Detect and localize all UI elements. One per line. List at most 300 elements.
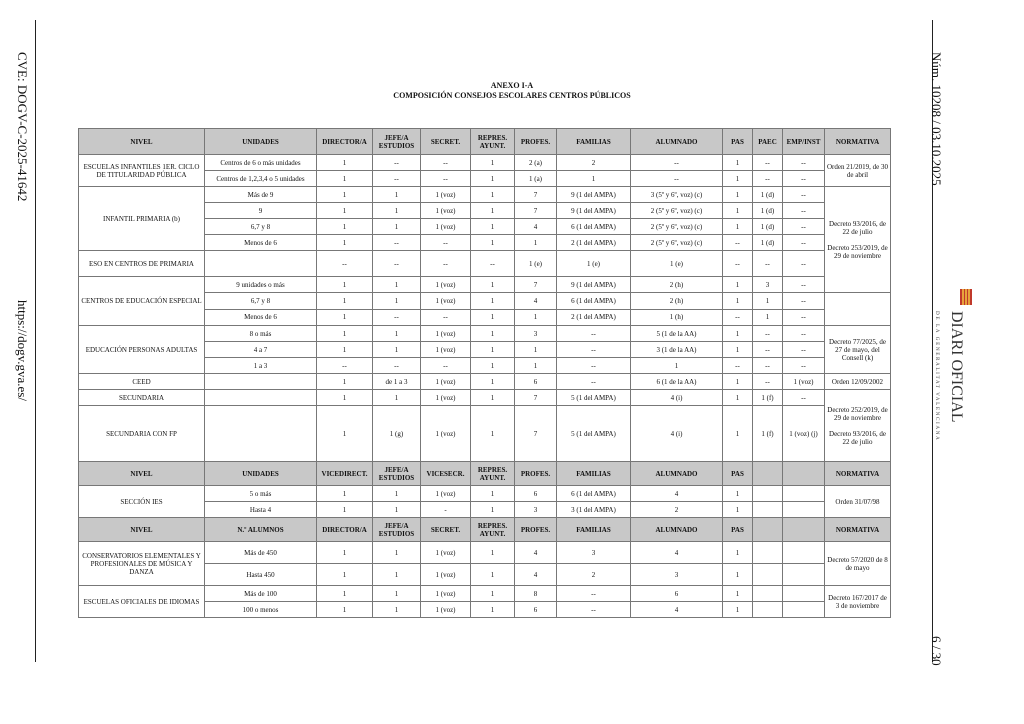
table-cell: 1 bbox=[471, 155, 515, 171]
column-header: PAS bbox=[723, 518, 753, 542]
table-cell: 1 (d) bbox=[753, 203, 783, 219]
table-cell: 1 bbox=[317, 602, 373, 618]
table-cell: 1 bbox=[317, 203, 373, 219]
nivel-cell: CEED bbox=[79, 374, 205, 390]
cve-code: CVE: DOGV-C-2025-41642 bbox=[15, 52, 30, 202]
column-header: NORMATIVA bbox=[825, 462, 891, 486]
table-cell: -- bbox=[783, 219, 825, 235]
nivel-cell: CENTROS DE EDUCACIÓN ESPECIAL bbox=[79, 277, 205, 326]
table-cell: 1 bbox=[317, 187, 373, 203]
table-cell: -- bbox=[421, 358, 471, 374]
normativa-cell: Decreto 57/2020 de 8 de mayo bbox=[825, 542, 891, 586]
column-header: ALUMNADO bbox=[631, 129, 723, 155]
table-cell: 1 bbox=[723, 277, 753, 293]
column-header: SECRET. bbox=[421, 518, 471, 542]
table-cell: 1 bbox=[317, 326, 373, 342]
column-header: SECRET. bbox=[421, 129, 471, 155]
table-cell: 9 (1 del AMPA) bbox=[557, 277, 631, 293]
table-cell: 9 (1 del AMPA) bbox=[557, 203, 631, 219]
table-cell: 1 bbox=[373, 326, 421, 342]
table-cell: 1 (voz) bbox=[421, 602, 471, 618]
column-header: JEFE/A ESTUDIOS bbox=[373, 129, 421, 155]
table-cell: 4 bbox=[515, 219, 557, 235]
table-cell: 1 bbox=[317, 155, 373, 171]
table-cell: 1 bbox=[471, 486, 515, 502]
table-cell: 1 (g) bbox=[373, 406, 421, 462]
table-cell: 5 (1 del AMPA) bbox=[557, 406, 631, 462]
table-cell bbox=[783, 486, 825, 502]
table-cell: 5 o más bbox=[205, 486, 317, 502]
table-cell: 6,7 y 8 bbox=[205, 293, 317, 309]
table-cell: Más de 9 bbox=[205, 187, 317, 203]
table-cell bbox=[753, 542, 783, 564]
table-cell: 2 (a) bbox=[515, 155, 557, 171]
table-cell: -- bbox=[783, 235, 825, 251]
table-cell: -- bbox=[373, 358, 421, 374]
column-header: PROFES. bbox=[515, 129, 557, 155]
table-row bbox=[79, 155, 891, 171]
table-cell: 1 bbox=[471, 358, 515, 374]
column-header: JEFE/A ESTUDIOS bbox=[373, 518, 421, 542]
nivel-cell: SECCIÓN IES bbox=[79, 486, 205, 518]
table-cell: -- bbox=[783, 171, 825, 187]
table-cell: 1 bbox=[471, 235, 515, 251]
column-header: JEFE/A ESTUDIOS bbox=[373, 462, 421, 486]
table-cell: 1 bbox=[317, 374, 373, 390]
table-cell: 6 bbox=[515, 486, 557, 502]
table-row bbox=[79, 542, 891, 564]
table-cell: 1 bbox=[471, 602, 515, 618]
table-cell: 1 (voz) bbox=[421, 406, 471, 462]
nivel-cell: INFANTIL PRIMARIA (b) bbox=[79, 187, 205, 251]
table-cell: 4 bbox=[515, 564, 557, 586]
column-header: FAMILIAS bbox=[557, 129, 631, 155]
table-cell: 2 (1 del AMPA) bbox=[557, 309, 631, 325]
table-cell: 1 bbox=[723, 390, 753, 406]
table-cell: -- bbox=[753, 358, 783, 374]
table-cell: 1 bbox=[471, 502, 515, 518]
table-cell: -- bbox=[753, 155, 783, 171]
table-cell: Centros de 6 o más unidades bbox=[205, 155, 317, 171]
column-header: VICEDIRECT. bbox=[317, 462, 373, 486]
column-header: FAMILIAS bbox=[557, 462, 631, 486]
table-row bbox=[79, 187, 891, 203]
table-cell: -- bbox=[557, 326, 631, 342]
column-header bbox=[783, 518, 825, 542]
table-cell: 2 bbox=[631, 502, 723, 518]
table-cell: 7 bbox=[515, 187, 557, 203]
column-header: N.º ALUMNOS bbox=[205, 518, 317, 542]
table-cell: 1 (voz) bbox=[421, 326, 471, 342]
table-cell: 1 bbox=[317, 219, 373, 235]
table-cell: -- bbox=[631, 155, 723, 171]
table-cell: 6 (1 de la AA) bbox=[631, 374, 723, 390]
diari-oficial-logo bbox=[922, 285, 978, 455]
table-row bbox=[79, 390, 891, 406]
table-cell: 2 (1 del AMPA) bbox=[557, 235, 631, 251]
table-cell bbox=[783, 502, 825, 518]
table-cell bbox=[783, 542, 825, 564]
table-cell bbox=[753, 564, 783, 586]
column-header bbox=[783, 462, 825, 486]
column-header: REPRES. AYUNT. bbox=[471, 518, 515, 542]
table-row bbox=[79, 486, 891, 502]
table-cell: 1 (d) bbox=[753, 187, 783, 203]
table-cell: 1 (voz) bbox=[421, 277, 471, 293]
table-cell: -- bbox=[723, 309, 753, 325]
table-cell: 3 bbox=[515, 326, 557, 342]
table-cell: -- bbox=[557, 374, 631, 390]
table-cell: 6 (1 del AMPA) bbox=[557, 486, 631, 502]
table-cell: 1 bbox=[723, 564, 753, 586]
table-cell: 1 (h) bbox=[631, 309, 723, 325]
table-cell bbox=[753, 502, 783, 518]
table-cell: 6 (1 del AMPA) bbox=[557, 219, 631, 235]
table-cell: -- bbox=[317, 251, 373, 277]
table-cell: -- bbox=[631, 171, 723, 187]
table-cell: -- bbox=[783, 390, 825, 406]
table-cell: -- bbox=[373, 235, 421, 251]
table-cell: 1 bbox=[723, 187, 753, 203]
table-cell: 2 (5º y 6º, voz) (c) bbox=[631, 219, 723, 235]
table-cell: 1 bbox=[317, 406, 373, 462]
table-cell: 1 bbox=[373, 293, 421, 309]
table-cell: 1 bbox=[373, 277, 421, 293]
table-cell: -- bbox=[753, 374, 783, 390]
table-cell: -- bbox=[783, 342, 825, 358]
table-cell: 1 bbox=[373, 586, 421, 602]
table-cell: 3 (1 de la AA) bbox=[631, 342, 723, 358]
column-header: EMP/INST bbox=[783, 129, 825, 155]
column-header: UNIDADES bbox=[205, 462, 317, 486]
table-cell: 2 (5º y 6º, voz) (c) bbox=[631, 203, 723, 219]
table-cell: 1 (voz) bbox=[421, 203, 471, 219]
table-cell: -- bbox=[753, 251, 783, 277]
table-cell: 2 (h) bbox=[631, 293, 723, 309]
table-cell: -- bbox=[317, 358, 373, 374]
header-row bbox=[79, 462, 891, 486]
table-cell: 1 (f) bbox=[753, 406, 783, 462]
table-cell: 4 (i) bbox=[631, 406, 723, 462]
table-cell: -- bbox=[421, 155, 471, 171]
table-cell: 1 bbox=[753, 309, 783, 325]
column-header: VICESECR. bbox=[421, 462, 471, 486]
table-cell: 7 bbox=[515, 390, 557, 406]
table-cell: 3 bbox=[631, 564, 723, 586]
table-cell: 3 bbox=[557, 542, 631, 564]
nivel-cell: SECUNDARIA bbox=[79, 390, 205, 406]
column-header: DIRECTOR/A bbox=[317, 129, 373, 155]
consejos-table bbox=[78, 128, 891, 618]
normativa-cell: Orden 12/09/2002 bbox=[825, 374, 891, 390]
table-cell: 1 bbox=[471, 171, 515, 187]
table-cell: -- bbox=[783, 309, 825, 325]
table-cell: 1 bbox=[471, 564, 515, 586]
table-cell bbox=[753, 486, 783, 502]
table-cell: 2 (5º y 6º, voz) (c) bbox=[631, 235, 723, 251]
table-cell: -- bbox=[421, 235, 471, 251]
table-cell: -- bbox=[723, 358, 753, 374]
nivel-cell: EDUCACIÓN PERSONAS ADULTAS bbox=[79, 326, 205, 374]
table-cell: 1 bbox=[317, 277, 373, 293]
table-cell: 9 bbox=[205, 203, 317, 219]
table-cell: -- bbox=[783, 155, 825, 171]
table-cell: 1 bbox=[471, 219, 515, 235]
table-cell: 1 bbox=[723, 542, 753, 564]
table-row bbox=[79, 374, 891, 390]
table-cell: 1 (voz) (j) bbox=[783, 406, 825, 462]
table-cell: 1 bbox=[317, 564, 373, 586]
table-cell: 1 (d) bbox=[753, 219, 783, 235]
table-cell: de 1 a 3 bbox=[373, 374, 421, 390]
nivel-cell: SECUNDARIA CON FP bbox=[79, 406, 205, 462]
table-cell: 4 bbox=[631, 602, 723, 618]
table-cell: -- bbox=[783, 251, 825, 277]
column-header: FAMILIAS bbox=[557, 518, 631, 542]
table-cell: 7 bbox=[515, 203, 557, 219]
table-cell: 1 bbox=[515, 235, 557, 251]
table-cell: 1 bbox=[471, 187, 515, 203]
table-cell: 1 bbox=[471, 586, 515, 602]
table-cell: -- bbox=[471, 251, 515, 277]
table-cell: 1 (voz) bbox=[421, 187, 471, 203]
table-cell: -- bbox=[421, 309, 471, 325]
table-cell: 1 bbox=[471, 326, 515, 342]
table-cell: 4 bbox=[631, 486, 723, 502]
table-cell: 1 bbox=[723, 374, 753, 390]
table-cell: 7 bbox=[515, 406, 557, 462]
table-cell: 1 bbox=[723, 219, 753, 235]
table-cell: 1 (voz) bbox=[421, 486, 471, 502]
table-cell: 1 bbox=[471, 374, 515, 390]
table-cell: 1 bbox=[317, 390, 373, 406]
table-cell: 1 bbox=[373, 486, 421, 502]
normativa-cell: Decreto 93/2016, de 22 de julio Decreto 253/2019, de 29 de noviembre bbox=[825, 187, 891, 293]
table-cell: 100 o menos bbox=[205, 602, 317, 618]
table-row bbox=[79, 586, 891, 602]
header-row bbox=[79, 129, 891, 155]
table-cell: 1 bbox=[471, 406, 515, 462]
column-header bbox=[753, 462, 783, 486]
table-cell: -- bbox=[373, 309, 421, 325]
table-cell: 1 bbox=[373, 542, 421, 564]
table-cell: 1 bbox=[753, 293, 783, 309]
table-cell bbox=[783, 602, 825, 618]
table-cell: -- bbox=[421, 251, 471, 277]
column-header: PAEC bbox=[753, 129, 783, 155]
table-cell: 1 bbox=[471, 203, 515, 219]
table-row bbox=[79, 251, 891, 277]
table-cell: 1 (voz) bbox=[421, 342, 471, 358]
table-cell: -- bbox=[557, 342, 631, 358]
table-cell: Hasta 450 bbox=[205, 564, 317, 586]
table-cell: 1 bbox=[317, 171, 373, 187]
table-cell: 1 bbox=[317, 586, 373, 602]
column-header: ALUMNADO bbox=[631, 518, 723, 542]
table-cell: 1 bbox=[723, 326, 753, 342]
table-cell: 2 bbox=[557, 155, 631, 171]
table-cell: 1 bbox=[471, 542, 515, 564]
annex-title: ANEXO I-A bbox=[490, 81, 534, 90]
table-cell: 4 bbox=[631, 542, 723, 564]
nivel-cell: ESCUELAS OFICIALES DE IDIOMAS bbox=[79, 586, 205, 618]
table-cell: 1 bbox=[471, 293, 515, 309]
column-header: DIRECTOR/A bbox=[317, 518, 373, 542]
table-cell: 1 (d) bbox=[753, 235, 783, 251]
table-cell bbox=[205, 251, 317, 277]
table-cell: 2 bbox=[557, 564, 631, 586]
table-cell: 1 bbox=[723, 293, 753, 309]
table-cell bbox=[205, 406, 317, 462]
page-number: 6 / 30 bbox=[929, 636, 944, 666]
table-cell: 4 bbox=[515, 542, 557, 564]
table-cell: 5 (1 del AMPA) bbox=[557, 390, 631, 406]
nivel-cell: ESO EN CENTROS DE PRIMARIA bbox=[79, 251, 205, 277]
table-cell: 4 a 7 bbox=[205, 342, 317, 358]
table-cell: 1 bbox=[317, 342, 373, 358]
table-cell: 1 (voz) bbox=[421, 586, 471, 602]
table-cell: -- bbox=[783, 187, 825, 203]
column-header: NIVEL bbox=[79, 129, 205, 155]
table-cell: 1 (a) bbox=[515, 171, 557, 187]
table-cell: 6 bbox=[515, 602, 557, 618]
table-cell: 8 bbox=[515, 586, 557, 602]
table-cell bbox=[783, 586, 825, 602]
table-cell: 1 (voz) bbox=[783, 374, 825, 390]
table-cell: -- bbox=[723, 235, 753, 251]
table-cell: 1 bbox=[373, 602, 421, 618]
logo-title: DIARI OFICIAL bbox=[948, 311, 965, 423]
table-cell: -- bbox=[753, 326, 783, 342]
column-header: NIVEL bbox=[79, 518, 205, 542]
table-cell: 1 bbox=[317, 502, 373, 518]
dogv-link[interactable]: https://dogv.gva.es/ bbox=[15, 300, 30, 401]
table-cell: 1 bbox=[723, 171, 753, 187]
column-header: PAS bbox=[723, 462, 753, 486]
table-cell: 1 bbox=[515, 342, 557, 358]
left-margin-rule bbox=[35, 20, 36, 662]
column-header: PROFES. bbox=[515, 518, 557, 542]
column-header: UNIDADES bbox=[205, 129, 317, 155]
column-header: REPRES. AYUNT. bbox=[471, 129, 515, 155]
nivel-cell: CONSERVATORIOS ELEMENTALES Y PROFESIONALES DE MÚSICA Y DANZA bbox=[79, 542, 205, 586]
normativa-cell: Decreto 252/2019, de 29 de noviembre Decreto 93/2016, de 22 de julio bbox=[825, 390, 891, 462]
issue-number: Núm. 10208 / 03.10.2025 bbox=[929, 52, 944, 186]
table-cell: 1 bbox=[723, 502, 753, 518]
table-cell bbox=[753, 586, 783, 602]
table-cell: -- bbox=[753, 342, 783, 358]
table-cell: 2 (h) bbox=[631, 277, 723, 293]
table-cell: Menos de 6 bbox=[205, 235, 317, 251]
table-cell: 1 (voz) bbox=[421, 390, 471, 406]
table-row bbox=[79, 406, 891, 462]
table-cell: 4 bbox=[515, 293, 557, 309]
column-header: NORMATIVA bbox=[825, 129, 891, 155]
table-cell: 1 bbox=[723, 486, 753, 502]
table-cell bbox=[753, 602, 783, 618]
table-cell: -- bbox=[783, 293, 825, 309]
table-cell: Más de 100 bbox=[205, 586, 317, 602]
column-header: REPRES. AYUNT. bbox=[471, 462, 515, 486]
table-cell: -- bbox=[557, 602, 631, 618]
table-cell: 1 bbox=[723, 155, 753, 171]
table-cell: 8 o más bbox=[205, 326, 317, 342]
table-cell: 1 bbox=[373, 390, 421, 406]
header-row bbox=[79, 518, 891, 542]
table-cell: 9 (1 del AMPA) bbox=[557, 187, 631, 203]
table-cell: 6,7 y 8 bbox=[205, 219, 317, 235]
table-cell: 1 bbox=[723, 406, 753, 462]
table-cell: 6 (1 del AMPA) bbox=[557, 293, 631, 309]
table-cell: 1 bbox=[317, 542, 373, 564]
table-cell: 1 bbox=[471, 309, 515, 325]
table-cell: 4 (i) bbox=[631, 390, 723, 406]
table-cell: 1 bbox=[723, 342, 753, 358]
table-row bbox=[79, 326, 891, 342]
table-cell: 1 bbox=[373, 564, 421, 586]
table-title: COMPOSICIÓN CONSEJOS ESCOLARES CENTROS PÚBLICOS bbox=[393, 91, 631, 100]
table-cell: 1 (voz) bbox=[421, 374, 471, 390]
table-cell: 1 bbox=[515, 309, 557, 325]
table-cell: 1 bbox=[317, 486, 373, 502]
table-cell: 1 (f) bbox=[753, 390, 783, 406]
normativa-cell: Orden 21/2019, de 30 de abril bbox=[825, 155, 891, 187]
table-cell: 1 bbox=[317, 235, 373, 251]
normativa-cell: Orden 31/07/98 bbox=[825, 486, 891, 518]
table-cell bbox=[783, 564, 825, 586]
logo-emblem-icon bbox=[960, 289, 972, 305]
table-cell: 1 bbox=[471, 342, 515, 358]
table-cell: -- bbox=[373, 155, 421, 171]
table-cell: 9 unidades o más bbox=[205, 277, 317, 293]
table-cell: 3 (1 del AMPA) bbox=[557, 502, 631, 518]
table-cell: Centros de 1,2,3,4 o 5 unidades bbox=[205, 171, 317, 187]
table-cell: -- bbox=[783, 203, 825, 219]
table-cell: 1 (e) bbox=[515, 251, 557, 277]
table-cell: -- bbox=[421, 171, 471, 187]
table-cell: 6 bbox=[515, 374, 557, 390]
table-cell: 1 bbox=[317, 309, 373, 325]
table-cell: 1 bbox=[631, 358, 723, 374]
table-cell bbox=[205, 390, 317, 406]
table-cell: -- bbox=[783, 326, 825, 342]
table-cell: 1 bbox=[373, 187, 421, 203]
table-cell: -- bbox=[783, 358, 825, 374]
table-cell: 3 bbox=[515, 502, 557, 518]
table-cell: 1 bbox=[723, 602, 753, 618]
normativa-cell: Decreto 77/2025, de 27 de mayo, del Consell (k) bbox=[825, 326, 891, 374]
table-cell: 1 bbox=[373, 502, 421, 518]
table-cell: 1 (voz) bbox=[421, 564, 471, 586]
table-cell: -- bbox=[373, 171, 421, 187]
table-cell: 6 bbox=[631, 586, 723, 602]
nivel-cell: ESCUELAS INFANTILES 1ER. CICLO DE TITULARIDAD PÚBLICA bbox=[79, 155, 205, 187]
table-cell: -- bbox=[373, 251, 421, 277]
table-cell: Hasta 4 bbox=[205, 502, 317, 518]
table-cell: 1 bbox=[723, 586, 753, 602]
table-cell: 7 bbox=[515, 277, 557, 293]
table-cell: 3 (5º y 6º, voz) (c) bbox=[631, 187, 723, 203]
table-cell: 5 (1 de la AA) bbox=[631, 326, 723, 342]
column-header: NIVEL bbox=[79, 462, 205, 486]
normativa-cell: Decreto 167/2017 de 3 de noviembre bbox=[825, 586, 891, 618]
table-cell: 1 bbox=[515, 358, 557, 374]
table-cell: 1 a 3 bbox=[205, 358, 317, 374]
table-cell: 1 (voz) bbox=[421, 542, 471, 564]
table-cell: 1 (e) bbox=[557, 251, 631, 277]
table-cell: Más de 450 bbox=[205, 542, 317, 564]
column-header: PAS bbox=[723, 129, 753, 155]
